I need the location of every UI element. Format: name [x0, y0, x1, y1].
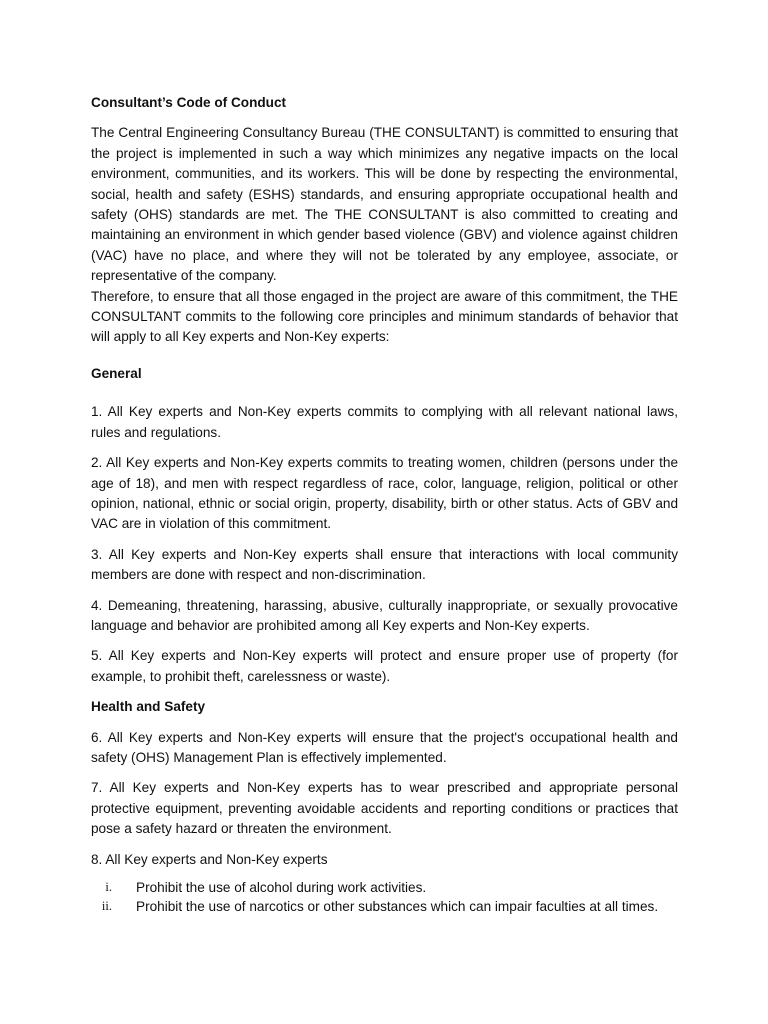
- sublist-item: [91, 897, 678, 916]
- document-title: Consultant’s Code of Conduct: [91, 95, 287, 110]
- item-8-sublist: [91, 878, 678, 916]
- section-heading-health-safety: Health and Safety: [91, 699, 206, 715]
- document-page: [91, 93, 678, 916]
- health-safety-item-8: 8. All Key experts and Non-Key experts: [91, 851, 328, 867]
- sublist-item: [91, 878, 678, 897]
- general-item-4: 4. Demeaning, threatening, harassing, abusive, culturally inappropriate, or sexually provocative language and behavior are prohibited among all Key experts and Non-Key experts.: [91, 597, 678, 633]
- health-safety-item-7: 7. All Key experts and Non-Key experts has to wear prescribed and appropriate personal protective equipment, preventing avoidable accidents and reporting conditions or practices that pose a safety hazard or threaten the environment.: [91, 780, 678, 837]
- intro-paragraph-2: Therefore, to ensure that all those engaged in the project are aware of this commitment, the THE CONSULTANT commits to the following core principles and minimum standards of behavior that will apply to all Key experts and Non-Key experts:: [91, 288, 678, 345]
- health-safety-item-6: 6. All Key experts and Non-Key experts will ensure that the project's occupational health and safety (OHS) Management Plan is effectively implemented.: [91, 729, 678, 765]
- roman-numeral: ii.: [101, 899, 112, 913]
- roman-numeral: i.: [105, 880, 112, 894]
- general-item-5: 5. All Key experts and Non-Key experts will protect and ensure proper use of property (for example, to prohibit theft, carelessness or waste).: [91, 648, 678, 684]
- general-item-2: 2. All Key experts and Non-Key experts commits to treating women, children (persons under the age of 18), and men with respect regardless of race, color, language, religion, political or other opinion, national, ethnic or social origin, property, disability, birth or other status. Acts of GBV and VAC are in violation of this commitment.: [91, 455, 678, 532]
- general-item-1: 1. All Key experts and Non-Key experts commits to complying with all relevant national laws, rules and regulations.: [91, 404, 678, 440]
- general-item-3: 3. All Key experts and Non-Key experts shall ensure that interactions with local community members are done with respect and non-discrimination.: [91, 546, 678, 583]
- section-heading-general: General: [91, 365, 142, 381]
- sublist-item-text: Prohibit the use of alcohol during work activities.: [136, 880, 427, 895]
- intro-paragraph-1: The Central Engineering Consultancy Bureau (THE CONSULTANT) is committed to ensuring that the project is implemented in such a way which minimizes any negative impacts on the local environment, communities, and its workers. This will be done by respecting the environmental, social, health and safety (ESHS) standards, and ensuring appropriate occupational health and safety (OHS) standards are met. The THE CONSULTANT is also committed to creating and maintaining an environment in which gender based violence (GBV) and violence against children (VAC) have no place, and where they will not be tolerated by any employee, associate, or representative of the company.: [91, 125, 678, 284]
- sublist-item-text: Prohibit the use of narcotics or other substances which can impair faculties at all times.: [136, 899, 659, 914]
